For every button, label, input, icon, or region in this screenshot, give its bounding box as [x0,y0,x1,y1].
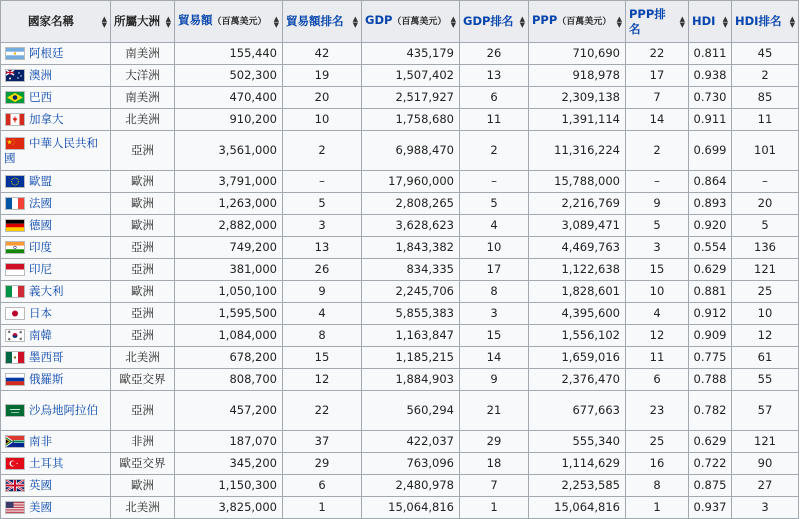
hdi-rank-cell: 25 [732,281,799,303]
header-gdp-rank-label[interactable]: GDP排名 [463,14,514,28]
continent-cell: 歐亞交界 [111,453,175,475]
gdp-cell: 6,988,470 [362,131,460,171]
trade-cell: 3,825,000 [175,497,283,519]
gdp-rank-cell: 2 [460,131,529,171]
trade-rank-cell: 8 [283,325,362,347]
gdp-rank-cell: – [460,171,529,193]
ppp-rank-cell: 12 [626,325,689,347]
ppp-rank-cell: 25 [626,431,689,453]
brazil-flag[interactable] [5,91,25,104]
continent-cell: 亞洲 [111,391,175,431]
table-row [1,171,799,193]
header-gdp-rank[interactable] [460,1,529,43]
country-link[interactable]: 俄羅斯 [29,372,64,386]
hdi-cell: 0.912 [689,303,732,325]
header-trade-label[interactable]: 貿易額 [178,13,213,27]
trade-rank-cell: 26 [283,259,362,281]
country-cell [1,453,111,475]
trade-rank-cell: 37 [283,431,362,453]
ppp-cell: 2,253,585 [529,475,626,497]
trade-rank-cell: 9 [283,281,362,303]
argentina-flag[interactable] [5,47,25,60]
continent-cell: 北美洲 [111,347,175,369]
australia-flag[interactable] [5,69,25,82]
country-cell [1,259,111,281]
continent-cell: 北美洲 [111,109,175,131]
hdi-cell: 0.893 [689,193,732,215]
continent-cell: 亞洲 [111,259,175,281]
country-link[interactable]: 阿根廷 [29,46,64,60]
trade-cell: 2,882,000 [175,215,283,237]
hdi-cell: 0.775 [689,347,732,369]
continent-cell: 歐洲 [111,193,175,215]
ppp-cell: 11,316,224 [529,131,626,171]
header-trade-rank-label[interactable]: 貿易額排名 [286,14,344,28]
header-ppp-rank[interactable] [626,1,689,43]
trade-rank-cell: 1 [283,497,362,519]
hdi-rank-cell: 61 [732,347,799,369]
gdp-rank-cell: 7 [460,475,529,497]
sort-icon[interactable]: ▲ ▼ [273,14,279,29]
ppp-rank-cell: 16 [626,453,689,475]
ppp-cell: 15,788,000 [529,171,626,193]
hdi-rank-cell: – [732,171,799,193]
header-hdi[interactable] [689,1,732,43]
south-africa-flag[interactable] [5,435,25,448]
uk-flag[interactable] [5,479,25,492]
table-row [1,347,799,369]
country-cell [1,109,111,131]
country-link[interactable]: 法國 [29,196,52,210]
header-ppp[interactable] [529,1,626,43]
ppp-cell: 4,395,600 [529,303,626,325]
gdp-rank-cell: 11 [460,109,529,131]
trade-rank-cell: 29 [283,453,362,475]
table-row [1,303,799,325]
trade-cell: 808,700 [175,369,283,391]
hdi-cell: 0.782 [689,391,732,431]
hdi-cell: 0.629 [689,431,732,453]
country-cell [1,131,111,171]
header-country[interactable] [1,1,111,43]
continent-cell: 北美洲 [111,497,175,519]
gdp-rank-cell: 29 [460,431,529,453]
hdi-rank-cell: 45 [732,43,799,65]
country-link[interactable]: 日本 [29,306,52,320]
trade-cell: 749,200 [175,237,283,259]
gdp-cell: 3,628,623 [362,215,460,237]
table-row [1,193,799,215]
country-link[interactable]: 沙烏地阿拉伯 [29,403,98,417]
table-row [1,131,799,171]
gdp-rank-cell: 15 [460,325,529,347]
eu-flag[interactable] [5,175,25,188]
hdi-cell: 0.788 [689,369,732,391]
header-gdp[interactable] [362,1,460,43]
ppp-cell: 2,376,470 [529,369,626,391]
gdp-cell: 2,480,978 [362,475,460,497]
hdi-rank-cell: 11 [732,109,799,131]
gdp-cell: 834,335 [362,259,460,281]
header-trade-rank[interactable] [283,1,362,43]
gdp-cell: 560,294 [362,391,460,431]
china-flag[interactable] [5,137,25,150]
ppp-cell: 1,122,638 [529,259,626,281]
country-link[interactable]: 墨西哥 [29,350,64,364]
hdi-rank-cell: 90 [732,453,799,475]
trade-rank-cell: 42 [283,43,362,65]
header-hdi-label[interactable]: HDI [692,14,716,28]
ppp-rank-cell: 6 [626,369,689,391]
ppp-cell: 1,659,016 [529,347,626,369]
ppp-cell: 3,089,471 [529,215,626,237]
hdi-cell: 0.920 [689,215,732,237]
ppp-rank-cell: 4 [626,303,689,325]
gdp-cell: 1,507,402 [362,65,460,87]
trade-cell: 345,200 [175,453,283,475]
sort-icon[interactable]: ▲ ▼ [519,14,525,29]
country-cell [1,497,111,519]
hdi-rank-cell: 12 [732,325,799,347]
continent-cell: 南美洲 [111,43,175,65]
table-row [1,391,799,431]
country-link[interactable]: 歐盟 [29,174,52,188]
trade-rank-cell: 3 [283,215,362,237]
ppp-cell: 2,309,138 [529,87,626,109]
sort-icon[interactable]: ▲ ▼ [101,14,107,29]
country-cell [1,237,111,259]
continent-cell: 非洲 [111,431,175,453]
table-row [1,215,799,237]
continent-cell: 亞洲 [111,303,175,325]
trade-rank-cell: 20 [283,87,362,109]
gdp-rank-cell: 10 [460,237,529,259]
country-link[interactable]: 澳洲 [29,68,52,82]
gdp-cell: 1,185,215 [362,347,460,369]
country-link[interactable]: 南非 [29,434,52,448]
germany-flag[interactable] [5,219,25,232]
ppp-rank-cell: – [626,171,689,193]
table-row [1,237,799,259]
header-ppp-label[interactable]: PPP [532,13,558,27]
trade-cell: 457,200 [175,391,283,431]
table-row [1,281,799,303]
header-gdp-label[interactable]: GDP [365,13,393,27]
country-cell [1,87,111,109]
country-cell [1,475,111,497]
ppp-rank-cell: 3 [626,237,689,259]
gdp-rank-cell: 21 [460,391,529,431]
hdi-rank-cell: 136 [732,237,799,259]
country-cell [1,215,111,237]
ppp-cell: 2,216,769 [529,193,626,215]
country-link[interactable]: 義大利 [29,284,64,298]
trade-rank-cell: 5 [283,193,362,215]
sort-icon[interactable]: ▲ ▼ [616,14,622,29]
header-hdi-rank-label[interactable]: HDI排名 [735,14,782,28]
canada-flag[interactable] [5,113,25,126]
table-row [1,87,799,109]
ppp-rank-cell: 10 [626,281,689,303]
trade-cell: 381,000 [175,259,283,281]
header-continent[interactable] [111,1,175,43]
table-body [1,43,799,519]
gdp-cell: 1,843,382 [362,237,460,259]
gdp-cell: 5,855,383 [362,303,460,325]
hdi-rank-cell: 10 [732,303,799,325]
gdp-rank-cell: 13 [460,65,529,87]
russia-flag[interactable] [5,373,25,386]
ppp-rank-cell: 23 [626,391,689,431]
hdi-cell: 0.722 [689,453,732,475]
header-gdp-unit: （百萬美元） [392,17,447,27]
ppp-cell: 1,391,114 [529,109,626,131]
turkey-flag[interactable] [5,457,25,470]
table-row [1,325,799,347]
country-link[interactable]: 美國 [29,500,52,514]
hdi-rank-cell: 20 [732,193,799,215]
trade-rank-cell: – [283,171,362,193]
country-cell [1,65,111,87]
gdp-cell: 1,758,680 [362,109,460,131]
trade-cell: 3,561,000 [175,131,283,171]
continent-cell: 歐洲 [111,281,175,303]
sort-icon[interactable]: ▲ ▼ [165,14,171,29]
header-ppp-unit: （百萬美元） [557,17,612,27]
ppp-rank-cell: 17 [626,65,689,87]
trade-rank-cell: 19 [283,65,362,87]
hdi-cell: 0.875 [689,475,732,497]
header-trade-unit: （百萬美元） [212,17,267,27]
trade-cell: 3,791,000 [175,171,283,193]
continent-cell: 亞洲 [111,237,175,259]
country-cell [1,431,111,453]
header-hdi-rank[interactable] [732,1,799,43]
country-cell [1,347,111,369]
gdp-rank-cell: 18 [460,453,529,475]
hdi-rank-cell: 121 [732,259,799,281]
trade-rank-cell: 12 [283,369,362,391]
gdp-cell: 2,517,927 [362,87,460,109]
trade-cell: 1,150,300 [175,475,283,497]
ppp-rank-cell: 11 [626,347,689,369]
hdi-rank-cell: 101 [732,131,799,171]
sort-icon[interactable]: ▲ ▼ [722,14,728,29]
gdp-rank-cell: 14 [460,347,529,369]
gdp-rank-cell: 26 [460,43,529,65]
hdi-cell: 0.938 [689,65,732,87]
ppp-cell: 918,978 [529,65,626,87]
ppp-rank-cell: 7 [626,87,689,109]
ppp-cell: 677,663 [529,391,626,431]
country-cell [1,303,111,325]
hdi-cell: 0.909 [689,325,732,347]
trade-cell: 470,400 [175,87,283,109]
trade-cell: 910,200 [175,109,283,131]
country-link[interactable]: 印度 [29,240,52,254]
continent-cell: 亞洲 [111,325,175,347]
hdi-rank-cell: 3 [732,497,799,519]
hdi-cell: 0.937 [689,497,732,519]
hdi-rank-cell: 55 [732,369,799,391]
table-row [1,497,799,519]
country-link[interactable]: 德國 [29,218,52,232]
ppp-rank-cell: 8 [626,475,689,497]
table-row [1,43,799,65]
continent-cell: 大洋洲 [111,65,175,87]
header-trade[interactable] [175,1,283,43]
hdi-rank-cell: 121 [732,431,799,453]
japan-flag[interactable] [5,307,25,320]
hdi-rank-cell: 27 [732,475,799,497]
country-link[interactable]: 南韓 [29,328,52,342]
country-link[interactable]: 英國 [29,478,52,492]
trade-cell: 502,300 [175,65,283,87]
gdp-cell: 1,884,903 [362,369,460,391]
continent-cell: 南美洲 [111,87,175,109]
sort-icon[interactable]: ▲ ▼ [679,14,685,29]
gdp-rank-cell: 9 [460,369,529,391]
south-korea-flag[interactable] [5,329,25,342]
ppp-cell: 1,114,629 [529,453,626,475]
trade-rank-cell: 22 [283,391,362,431]
continent-cell: 歐洲 [111,475,175,497]
gdp-cell: 763,096 [362,453,460,475]
gdp-cell: 435,179 [362,43,460,65]
trade-cell: 1,263,000 [175,193,283,215]
france-flag[interactable] [5,197,25,210]
continent-cell: 歐亞交界 [111,369,175,391]
trade-rank-cell: 10 [283,109,362,131]
hdi-cell: 0.911 [689,109,732,131]
ppp-rank-cell: 15 [626,259,689,281]
trade-cell: 155,440 [175,43,283,65]
table-row [1,453,799,475]
gdp-rank-cell: 5 [460,193,529,215]
continent-cell: 歐洲 [111,215,175,237]
trade-cell: 187,070 [175,431,283,453]
trade-rank-cell: 2 [283,131,362,171]
india-flag[interactable] [5,241,25,254]
hdi-cell: 0.629 [689,259,732,281]
ppp-cell: 555,340 [529,431,626,453]
hdi-rank-cell: 85 [732,87,799,109]
usa-flag[interactable] [5,501,25,514]
table-row [1,431,799,453]
hdi-cell: 0.811 [689,43,732,65]
ppp-cell: 4,469,763 [529,237,626,259]
country-link[interactable]: 加拿大 [29,112,64,126]
gdp-cell: 2,245,706 [362,281,460,303]
ppp-rank-cell: 9 [626,193,689,215]
gdp-cell: 2,808,265 [362,193,460,215]
sort-icon[interactable]: ▲ ▼ [450,14,456,29]
trade-cell: 678,200 [175,347,283,369]
country-cell [1,325,111,347]
ppp-rank-cell: 1 [626,497,689,519]
ppp-cell: 1,556,102 [529,325,626,347]
gdp-rank-cell: 17 [460,259,529,281]
gdp-cell: 1,163,847 [362,325,460,347]
indonesia-flag[interactable] [5,263,25,276]
trade-cell: 1,050,100 [175,281,283,303]
country-cell [1,281,111,303]
country-cell [1,43,111,65]
header-ppp-rank-label[interactable]: PPP排名 [629,6,666,36]
ppp-rank-cell: 14 [626,109,689,131]
gdp-rank-cell: 1 [460,497,529,519]
gdp-cell: 422,037 [362,431,460,453]
ppp-cell: 710,690 [529,43,626,65]
gdp-rank-cell: 8 [460,281,529,303]
ppp-rank-cell: 5 [626,215,689,237]
hdi-rank-cell: 5 [732,215,799,237]
country-link[interactable]: 印尼 [29,262,52,276]
trade-cell: 1,595,500 [175,303,283,325]
hdi-cell: 0.699 [689,131,732,171]
ppp-rank-cell: 2 [626,131,689,171]
country-cell [1,193,111,215]
mexico-flag[interactable] [5,351,25,364]
table-row [1,259,799,281]
trade-rank-cell: 13 [283,237,362,259]
country-link[interactable]: 中華人民共和國 [4,135,98,165]
table-row [1,109,799,131]
gdp-rank-cell: 3 [460,303,529,325]
hdi-cell: 0.730 [689,87,732,109]
hdi-rank-cell: 57 [732,391,799,431]
ppp-cell: 15,064,816 [529,497,626,519]
country-cell [1,171,111,193]
header-continent-label: 所屬大洲 [114,14,160,28]
trade-rank-cell: 15 [283,347,362,369]
country-cell [1,391,111,431]
trade-cell: 1,084,000 [175,325,283,347]
hdi-cell: 0.864 [689,171,732,193]
country-cell [1,369,111,391]
table-row [1,475,799,497]
italy-flag[interactable] [5,285,25,298]
continent-cell: 亞洲 [111,131,175,171]
header-country-label: 國家名稱 [28,14,74,28]
gdp-rank-cell: 4 [460,215,529,237]
trade-rank-cell: 6 [283,475,362,497]
country-link[interactable]: 巴西 [29,90,52,104]
ppp-cell: 1,828,601 [529,281,626,303]
country-link[interactable]: 土耳其 [29,456,64,470]
table-row [1,369,799,391]
trade-rank-cell: 4 [283,303,362,325]
table-row [1,65,799,87]
sort-icon[interactable]: ▲ ▼ [789,14,795,29]
gdp-cell: 15,064,816 [362,497,460,519]
saudi-arabia-flag[interactable] [5,404,25,417]
continent-cell: 歐洲 [111,171,175,193]
hdi-cell: 0.554 [689,237,732,259]
ppp-rank-cell: 22 [626,43,689,65]
gdp-cell: 17,960,000 [362,171,460,193]
hdi-rank-cell: 2 [732,65,799,87]
gdp-rank-cell: 6 [460,87,529,109]
hdi-cell: 0.881 [689,281,732,303]
sort-icon[interactable]: ▲ ▼ [352,14,358,29]
header-row [1,1,799,43]
